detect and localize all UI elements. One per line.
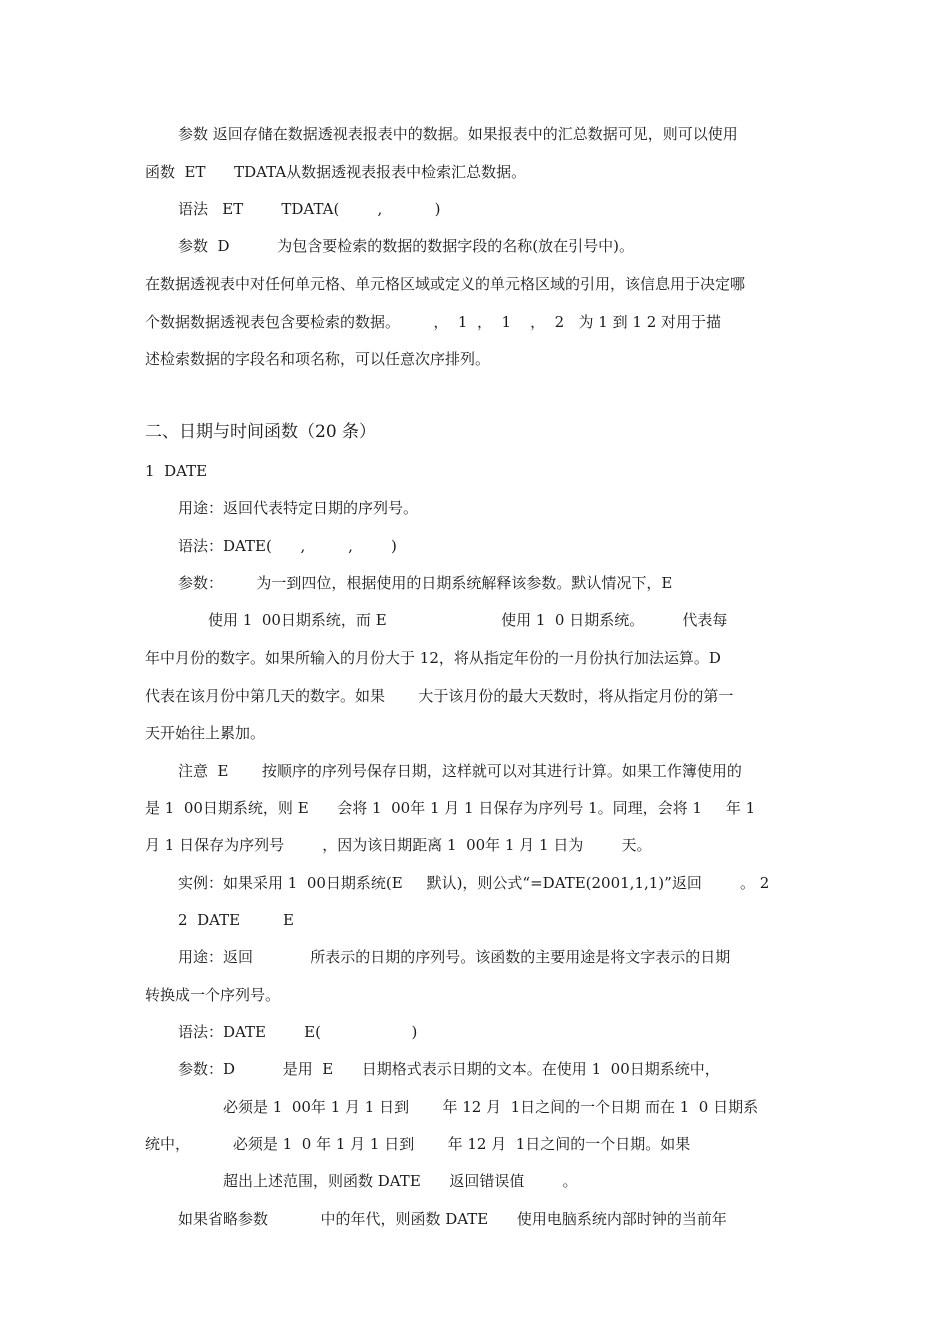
text-line-1: 参数 返回存储在数据透视表报表中的数据。如果报表中的汇总数据可见，则可以使用 xyxy=(178,125,738,143)
text-line-5: 在数据透视表中对任何单元格、单元格区域或定义的单元格区域的引用，该信息用于决定哪 xyxy=(145,275,746,293)
text-line-17: 注意 E 按顺序的序列号保存日期，这样就可以对其进行计算。如果工作簿使用的 xyxy=(178,762,742,780)
text-line-7: 述检索数据的字段名和项名称，可以任意次序排列。 xyxy=(145,350,491,368)
text-line-15: 代表在该月份中第几天的数字。如果 大于该月份的最大天数时，将从指定月份的第一 xyxy=(145,687,734,705)
text-line-13: 使用 1 00日期系统，而 E 使用 1 0 日期系统。 代表每 xyxy=(208,611,728,629)
text-line-10: 用途：返回代表特定日期的序列号。 xyxy=(178,499,419,517)
text-line-4: 参数 D 为包含要检索的数据的数据字段的名称(放在引号中)。 xyxy=(178,237,634,255)
function-title-datevalue: 2 DATE E xyxy=(178,911,294,929)
text-line-22: 用途：返回 所表示的日期的序列号。该函数的主要用途是将文字表示的日期 xyxy=(178,948,731,966)
text-line-27: 统中， 必须是 1 0 年 1 月 1 日到 年 12 月 1日之间的一个日期。如果 xyxy=(145,1135,691,1153)
text-line-6: 个数据数据透视表包含要检索的数据。 ， 1 ， 1 ， 2 为 1 到 1 2 对用于描 xyxy=(145,313,722,331)
text-line-3: 语法 ET TDATA( , ) xyxy=(178,200,441,218)
text-line-18: 是 1 00日期系统，则 E 会将 1 00年 1 月 1 日保存为序列号 1。同理，会将 1 年 1 xyxy=(145,799,756,817)
text-line-20: 实例：如果采用 1 00日期系统(E 默认)，则公式“=DATE(2001,1,1)”返回 。 2 xyxy=(178,874,770,892)
text-line-26: 必须是 1 00年 1 月 1 日到 年 12 月 1日之间的一个日期 而在 1 0 日期系 xyxy=(223,1098,759,1116)
text-line-28: 超出上述范围，则函数 DATE 返回错误值 。 xyxy=(223,1172,578,1190)
text-line-19: 月 1 日保存为序列号 ，因为该日期距离 1 00年 1 月 1 日为 天。 xyxy=(145,836,652,854)
text-line-23: 转换成一个序列号。 xyxy=(145,986,281,1004)
text-line-14: 年中月份的数字。如果所输入的月份大于 12，将从指定年份的一月份执行加法运算。D xyxy=(145,649,721,667)
text-line-2: 函数 ET TDATA从数据透视表报表中检索汇总数据。 xyxy=(145,163,527,181)
text-line-24: 语法：DATE E( ) xyxy=(178,1023,418,1041)
text-line-12: 参数： 为一到四位，根据使用的日期系统解释该参数。默认情况下，E xyxy=(178,574,673,592)
text-line-25: 参数：D 是用 E 日期格式表示日期的文本。在使用 1 00日期系统中， xyxy=(178,1060,720,1078)
function-title-date: 1 DATE xyxy=(145,462,208,480)
text-line-16: 天开始往上累加。 xyxy=(145,724,266,742)
section-heading: 二、日期与时间函数（20 条） xyxy=(145,422,377,442)
text-line-11: 语法：DATE( , , ) xyxy=(178,537,397,555)
text-line-29: 如果省略参数 中的年代，则函数 DATE 使用电脑系统内部时钟的当前年 xyxy=(178,1210,727,1228)
